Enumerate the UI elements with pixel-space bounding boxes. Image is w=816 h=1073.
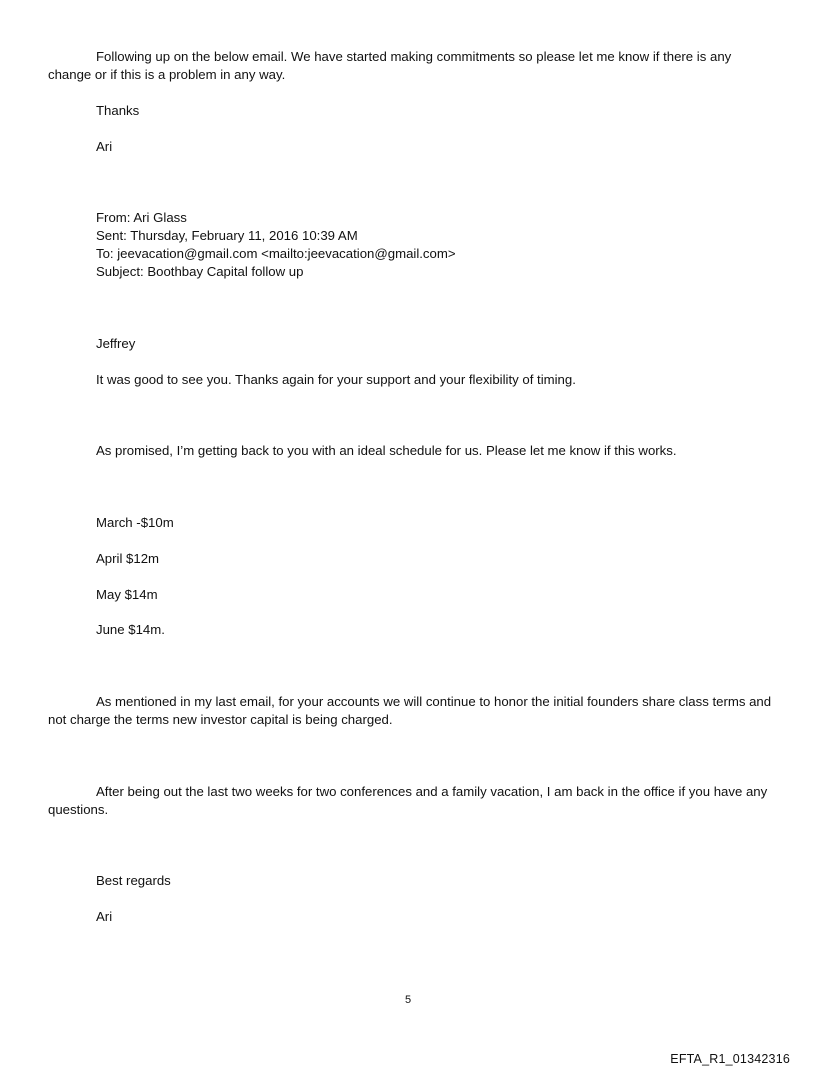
from-line: From: Ari Glass xyxy=(96,210,187,225)
closing-line: Best regards xyxy=(96,873,171,888)
availability-paragraph: After being out the last two weeks for two conferences and a family vacation, I am back in the office if you have any questions. xyxy=(48,784,768,817)
intro-paragraph: Following up on the below email. We have started making commitments so please let me know if there is any change or if this is a problem in any way. xyxy=(48,49,732,82)
schedule-item-april: April $12m xyxy=(96,551,160,566)
page-number: 5 xyxy=(404,994,412,1006)
message-line-1: It was good to see you. Thanks again for your support and your flexibility of timing. xyxy=(96,372,576,387)
thanks-line: Thanks xyxy=(96,103,140,118)
schedule-item-june: June $14m. xyxy=(96,622,165,637)
schedule-item-may: May $14m xyxy=(96,587,158,602)
subject-line: Subject: Boothbay Capital follow up xyxy=(96,264,304,279)
to-line: To: jeevacation@gmail.com <mailto:jeevacation@gmail.com> xyxy=(96,246,456,261)
document-id: EFTA_R1_01342316 xyxy=(670,1052,790,1066)
reply-signature: Ari xyxy=(96,139,113,154)
forwarded-email-header xyxy=(96,209,456,281)
schedule-item-march: March -$10m xyxy=(96,515,174,530)
sent-line: Sent: Thursday, February 11, 2016 10:39 AM xyxy=(96,228,358,243)
founders-terms-paragraph: As mentioned in my last email, for your accounts we will continue to honor the initial founders share class terms and not charge the terms new investor capital is being charged. xyxy=(48,694,772,727)
original-signature: Ari xyxy=(96,909,113,924)
message-line-2: As promised, I’m getting back to you with an ideal schedule for us. Please let me know if this works. xyxy=(96,443,677,458)
greeting: Jeffrey xyxy=(96,336,136,351)
